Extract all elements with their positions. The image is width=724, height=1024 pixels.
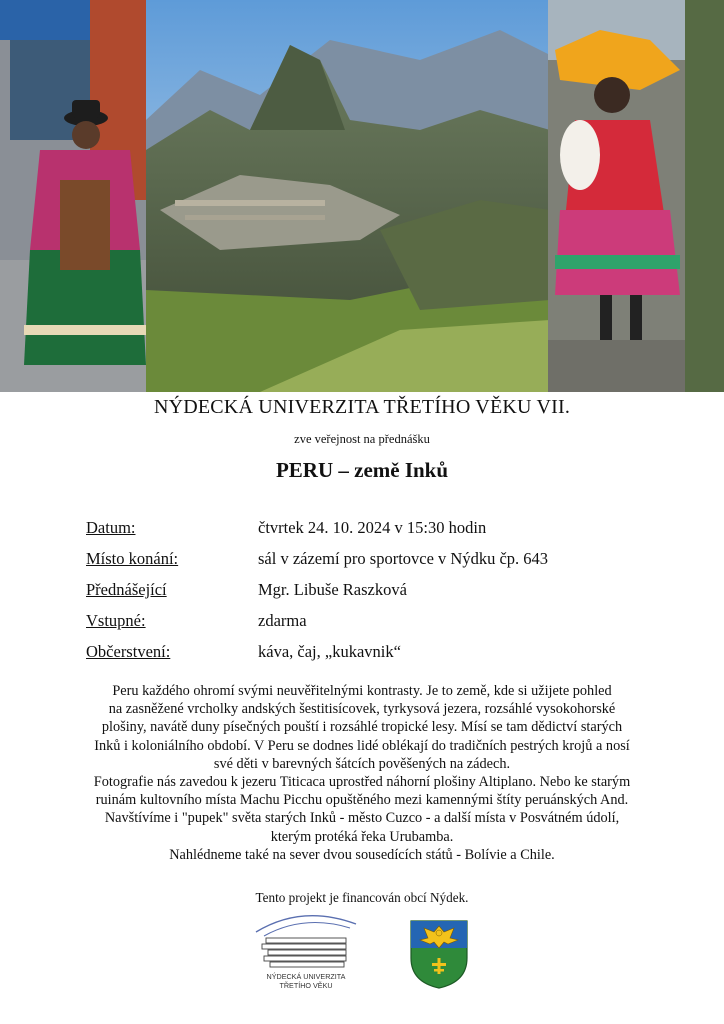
description-line: Peru každého ohromí svými neuvěřitelnými kontrasty. Je to země, kde si užijete pohled [112,683,612,699]
right-girl-photo [548,0,724,392]
detail-label: Přednášející [86,580,167,599]
detail-value: zdarma [258,611,307,630]
detail-value: Mgr. Libuše Raszková [258,580,407,599]
description-line: Fotografie nás zavedou k jezeru Titicaca uprostřed náhorní plošiny Altiplano. Nebo ke starým [93,774,631,791]
description-line: Inků i koloniálního období. V Peru se dodnes lidé oblékají do tradičních pestrých krojů a nosí [94,737,630,754]
description-line: Nahlédneme také na sever dvou sousedících států - Bolívie a Chile. [169,846,555,863]
detail-value: sál v zázemí pro sportovce v Nýdku čp. 643 [258,549,549,568]
municipal-crest [408,918,470,990]
photo-collage-banner [0,0,724,392]
detail-label: Vstupné: [86,611,146,630]
detail-label: Datum: [86,518,136,537]
logo-line-1: NÝDECKÁ UNIVERZITA [266,972,346,981]
heading: NÝDECKÁ UNIVERZITA TŘETÍHO VĚKU VII. [153,396,571,418]
detail-row-speaker [86,580,646,611]
description-line: Navštívíme i "pupek" světa starých Inků - město Cuzco - a další místa v Posvátném údolí, [104,810,620,827]
detail-label: Občerstvení: [86,642,171,661]
books-logo-icon [252,910,360,968]
funding-note: Tento projekt je financován obcí Nýdek. [255,890,469,905]
detail-row-admission [86,611,646,642]
event-details [86,518,646,673]
lecture-title: PERU – země Inků [275,458,449,482]
detail-row-date [86,518,646,549]
university-logo [252,910,360,996]
description-line: plošiny, navátě duny písečných pouští i rozsáhlé tropické lesy. Mísí se tam dědictví starých [101,719,623,736]
description-line: na zasněžené vrcholky andských šestitisícovek, tyrkysová jezera, rozsáhlé vysokohorské [108,701,616,718]
detail-row-venue [86,549,646,580]
description-line: ruinám kultovního místa Machu Picchu opuštěného mezi kamennými štíty peruánských And. [95,792,629,809]
invite-text: zve veřejnost na přednášku [294,432,430,446]
detail-label: Místo konání: [86,549,179,568]
description-line: kterým protéká řeka Urubamba. [270,828,454,845]
logo-line-2: TŘETÍHO VĚKU [279,981,333,990]
detail-value: čtvrtek 24. 10. 2024 v 15:30 hodin [258,518,487,537]
description-line: své děti v barevných šátcích pověšených na zádech. [213,755,511,772]
detail-row-refreshments [86,642,646,673]
description [70,682,654,864]
detail-value: káva, čaj, „kukavnik“ [258,642,401,661]
left-woman-photo [0,0,146,392]
coat-of-arms-icon [408,918,470,990]
machu-picchu-photo [146,0,550,392]
